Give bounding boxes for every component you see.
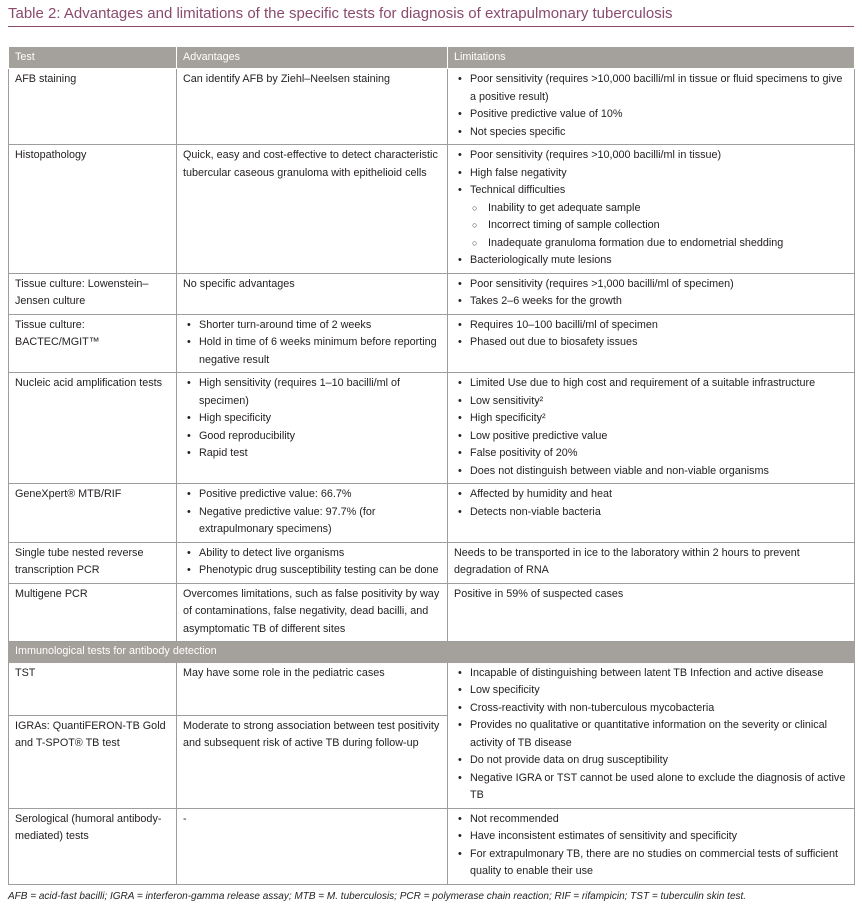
- advantages-cell: No specific advantages: [177, 273, 448, 314]
- table-row: [9, 273, 855, 314]
- list-item: • For extrapulmonary TB, there are no studies on commercial tests of sufficient quality to enable their use: [454, 846, 848, 881]
- test-cell: Tissue culture: BACTEC/MGIT™: [9, 314, 177, 373]
- table-row: [9, 542, 855, 583]
- list-item: • Poor sensitivity (requires >10,000 bacilli/ml in tissue): [454, 147, 848, 165]
- table-row: [9, 808, 855, 884]
- list-item: • Low positive predictive value: [454, 428, 848, 446]
- limitations-cell: Needs to be transported in ice to the laboratory within 2 hours to prevent degradation of RNA: [448, 542, 855, 583]
- table-row: [9, 145, 855, 274]
- advantages-cell: [177, 314, 448, 373]
- immunological-section: [9, 642, 855, 885]
- bullet-list: [183, 545, 441, 580]
- limitations-cell: [448, 273, 855, 314]
- list-item: • Shorter turn-around time of 2 weeks: [183, 317, 441, 335]
- sub-list-item: ○ Incorrect timing of sample collection: [454, 217, 848, 235]
- list-item: • Incapable of distinguishing between latent TB Infection and active disease: [454, 665, 848, 683]
- list-item: • Cross-reactivity with non-tuberculous mycobacteria: [454, 700, 848, 718]
- test-cell: Nucleic acid amplification tests: [9, 373, 177, 484]
- limitations-cell: [448, 373, 855, 484]
- bullet-list: [183, 317, 441, 370]
- list-item: • Rapid test: [183, 445, 441, 463]
- header-row: [9, 47, 855, 69]
- bullet-list: [454, 71, 848, 141]
- bullet-list: [454, 317, 848, 352]
- list-item: • High false negativity: [454, 165, 848, 183]
- list-item: • Affected by humidity and heat: [454, 486, 848, 504]
- list-item: • Limited Use due to high cost and requirement of a suitable infrastructure: [454, 375, 848, 393]
- table-row: [9, 662, 855, 715]
- advantages-cell: Quick, easy and cost-effective to detect characteristic tubercular caseous granuloma with epithelioid cells: [177, 145, 448, 274]
- title-divider: [8, 26, 854, 27]
- list-item: • Poor sensitivity (requires >1,000 bacilli/ml of specimen): [454, 276, 848, 294]
- test-cell: Histopathology: [9, 145, 177, 274]
- list-item: • Negative IGRA or TST cannot be used alone to exclude the diagnosis of active TB: [454, 770, 848, 805]
- advantages-cell: -: [177, 808, 448, 884]
- table-row: [9, 314, 855, 373]
- list-item: • Detects non-viable bacteria: [454, 504, 848, 522]
- list-item: • Do not provide data on drug susceptibility: [454, 752, 848, 770]
- sub-list-item: ○ Inability to get adequate sample: [454, 200, 848, 218]
- table-row: [9, 373, 855, 484]
- bullet-list: [454, 147, 848, 270]
- list-item: • Does not distinguish between viable and non-viable organisms: [454, 463, 848, 481]
- test-cell: AFB staining: [9, 69, 177, 145]
- advantages-cell: Moderate to strong association between test positivity and subsequent risk of active TB during follow-up: [177, 715, 448, 808]
- section-label: Immunological tests for antibody detection: [9, 642, 855, 663]
- diagnostic-tests-table: [8, 46, 855, 885]
- list-item: • Negative predictive value: 97.7% (for extrapulmonary specimens): [183, 504, 441, 539]
- bullet-list: [454, 375, 848, 480]
- list-item: • High specificity²: [454, 410, 848, 428]
- test-cell: Single tube nested reverse transcription PCR: [9, 542, 177, 583]
- table-body: [9, 69, 855, 642]
- table-row: [9, 583, 855, 642]
- list-item: • Low sensitivity²: [454, 393, 848, 411]
- table-row: [9, 69, 855, 145]
- list-item: • Takes 2–6 weeks for the growth: [454, 293, 848, 311]
- header-test: Test: [9, 47, 177, 69]
- limitations-cell: [448, 314, 855, 373]
- list-item: • Requires 10–100 bacilli/ml of specimen: [454, 317, 848, 335]
- table-footnote: AFB = acid-fast bacilli; IGRA = interferon-gamma release assay; MTB = M. tuberculosis; PCR = polymerase chain reaction; RIF = rifampicin; TST = tuberculin skin test.: [8, 891, 747, 902]
- list-item: • Not recommended: [454, 811, 848, 829]
- limitations-list: [454, 665, 848, 805]
- list-item: • Poor sensitivity (requires >10,000 bacilli/ml in tissue or fluid specimens to give a positive result): [454, 71, 848, 106]
- limitations-cell: [448, 662, 855, 808]
- bullet-list: [454, 486, 848, 521]
- test-cell: Serological (humoral antibody-mediated) tests: [9, 808, 177, 884]
- table-title: Table 2: Advantages and limitations of the specific tests for diagnosis of extrapulmonary tuberculosis: [8, 5, 673, 22]
- sub-list-item: ○ Inadequate granuloma formation due to endometrial shedding: [454, 235, 848, 253]
- advantages-cell: [177, 484, 448, 543]
- list-item: • Ability to detect live organisms: [183, 545, 441, 563]
- limitations-cell: [448, 69, 855, 145]
- list-item: • Have inconsistent estimates of sensitivity and specificity: [454, 828, 848, 846]
- list-item: • Bacteriologically mute lesions: [454, 252, 848, 270]
- bullet-list: [454, 276, 848, 311]
- advantages-cell: [177, 542, 448, 583]
- bullet-list: [183, 375, 441, 463]
- list-item: • Hold in time of 6 weeks minimum before reporting negative result: [183, 334, 441, 369]
- test-cell: Multigene PCR: [9, 583, 177, 642]
- limitations-cell: [448, 484, 855, 543]
- list-item: • Positive predictive value: 66.7%: [183, 486, 441, 504]
- test-cell: Tissue culture: Lowenstein–Jensen culture: [9, 273, 177, 314]
- limitations-cell: [448, 808, 855, 884]
- advantages-cell: May have some role in the pediatric cases: [177, 662, 448, 715]
- list-item: • Not species specific: [454, 124, 848, 142]
- advantages-cell: Overcomes limitations, such as false positivity by way of contaminations, false negativity, dead bacilli, and asymptomatic TB of different sites: [177, 583, 448, 642]
- section-row: [9, 642, 855, 663]
- list-item: • Technical difficulties: [454, 182, 848, 200]
- advantages-cell: Can identify AFB by Ziehl–Neelsen staining: [177, 69, 448, 145]
- list-item: • Phased out due to biosafety issues: [454, 334, 848, 352]
- test-cell: TST: [9, 662, 177, 715]
- list-item: • High specificity: [183, 410, 441, 428]
- test-cell: IGRAs: QuantiFERON-TB Gold and T-SPOT® TB test: [9, 715, 177, 808]
- list-item: • Provides no qualitative or quantitative information on the severity or clinical activity of TB disease: [454, 717, 848, 752]
- list-item: • Positive predictive value of 10%: [454, 106, 848, 124]
- table-row: [9, 484, 855, 543]
- list-item: • High sensitivity (requires 1–10 bacilli/ml of specimen): [183, 375, 441, 410]
- header-advantages: Advantages: [177, 47, 448, 69]
- advantages-cell: [177, 373, 448, 484]
- list-item: • Low specificity: [454, 682, 848, 700]
- list-item: • False positivity of 20%: [454, 445, 848, 463]
- test-cell: GeneXpert® MTB/RIF: [9, 484, 177, 543]
- limitations-cell: [448, 145, 855, 274]
- bullet-list: [183, 486, 441, 539]
- list-item: • Phenotypic drug susceptibility testing can be done: [183, 562, 441, 580]
- list-item: • Good reproducibility: [183, 428, 441, 446]
- limitations-cell: Positive in 59% of suspected cases: [448, 583, 855, 642]
- limitations-list: [454, 811, 848, 881]
- header-limitations: Limitations: [448, 47, 855, 69]
